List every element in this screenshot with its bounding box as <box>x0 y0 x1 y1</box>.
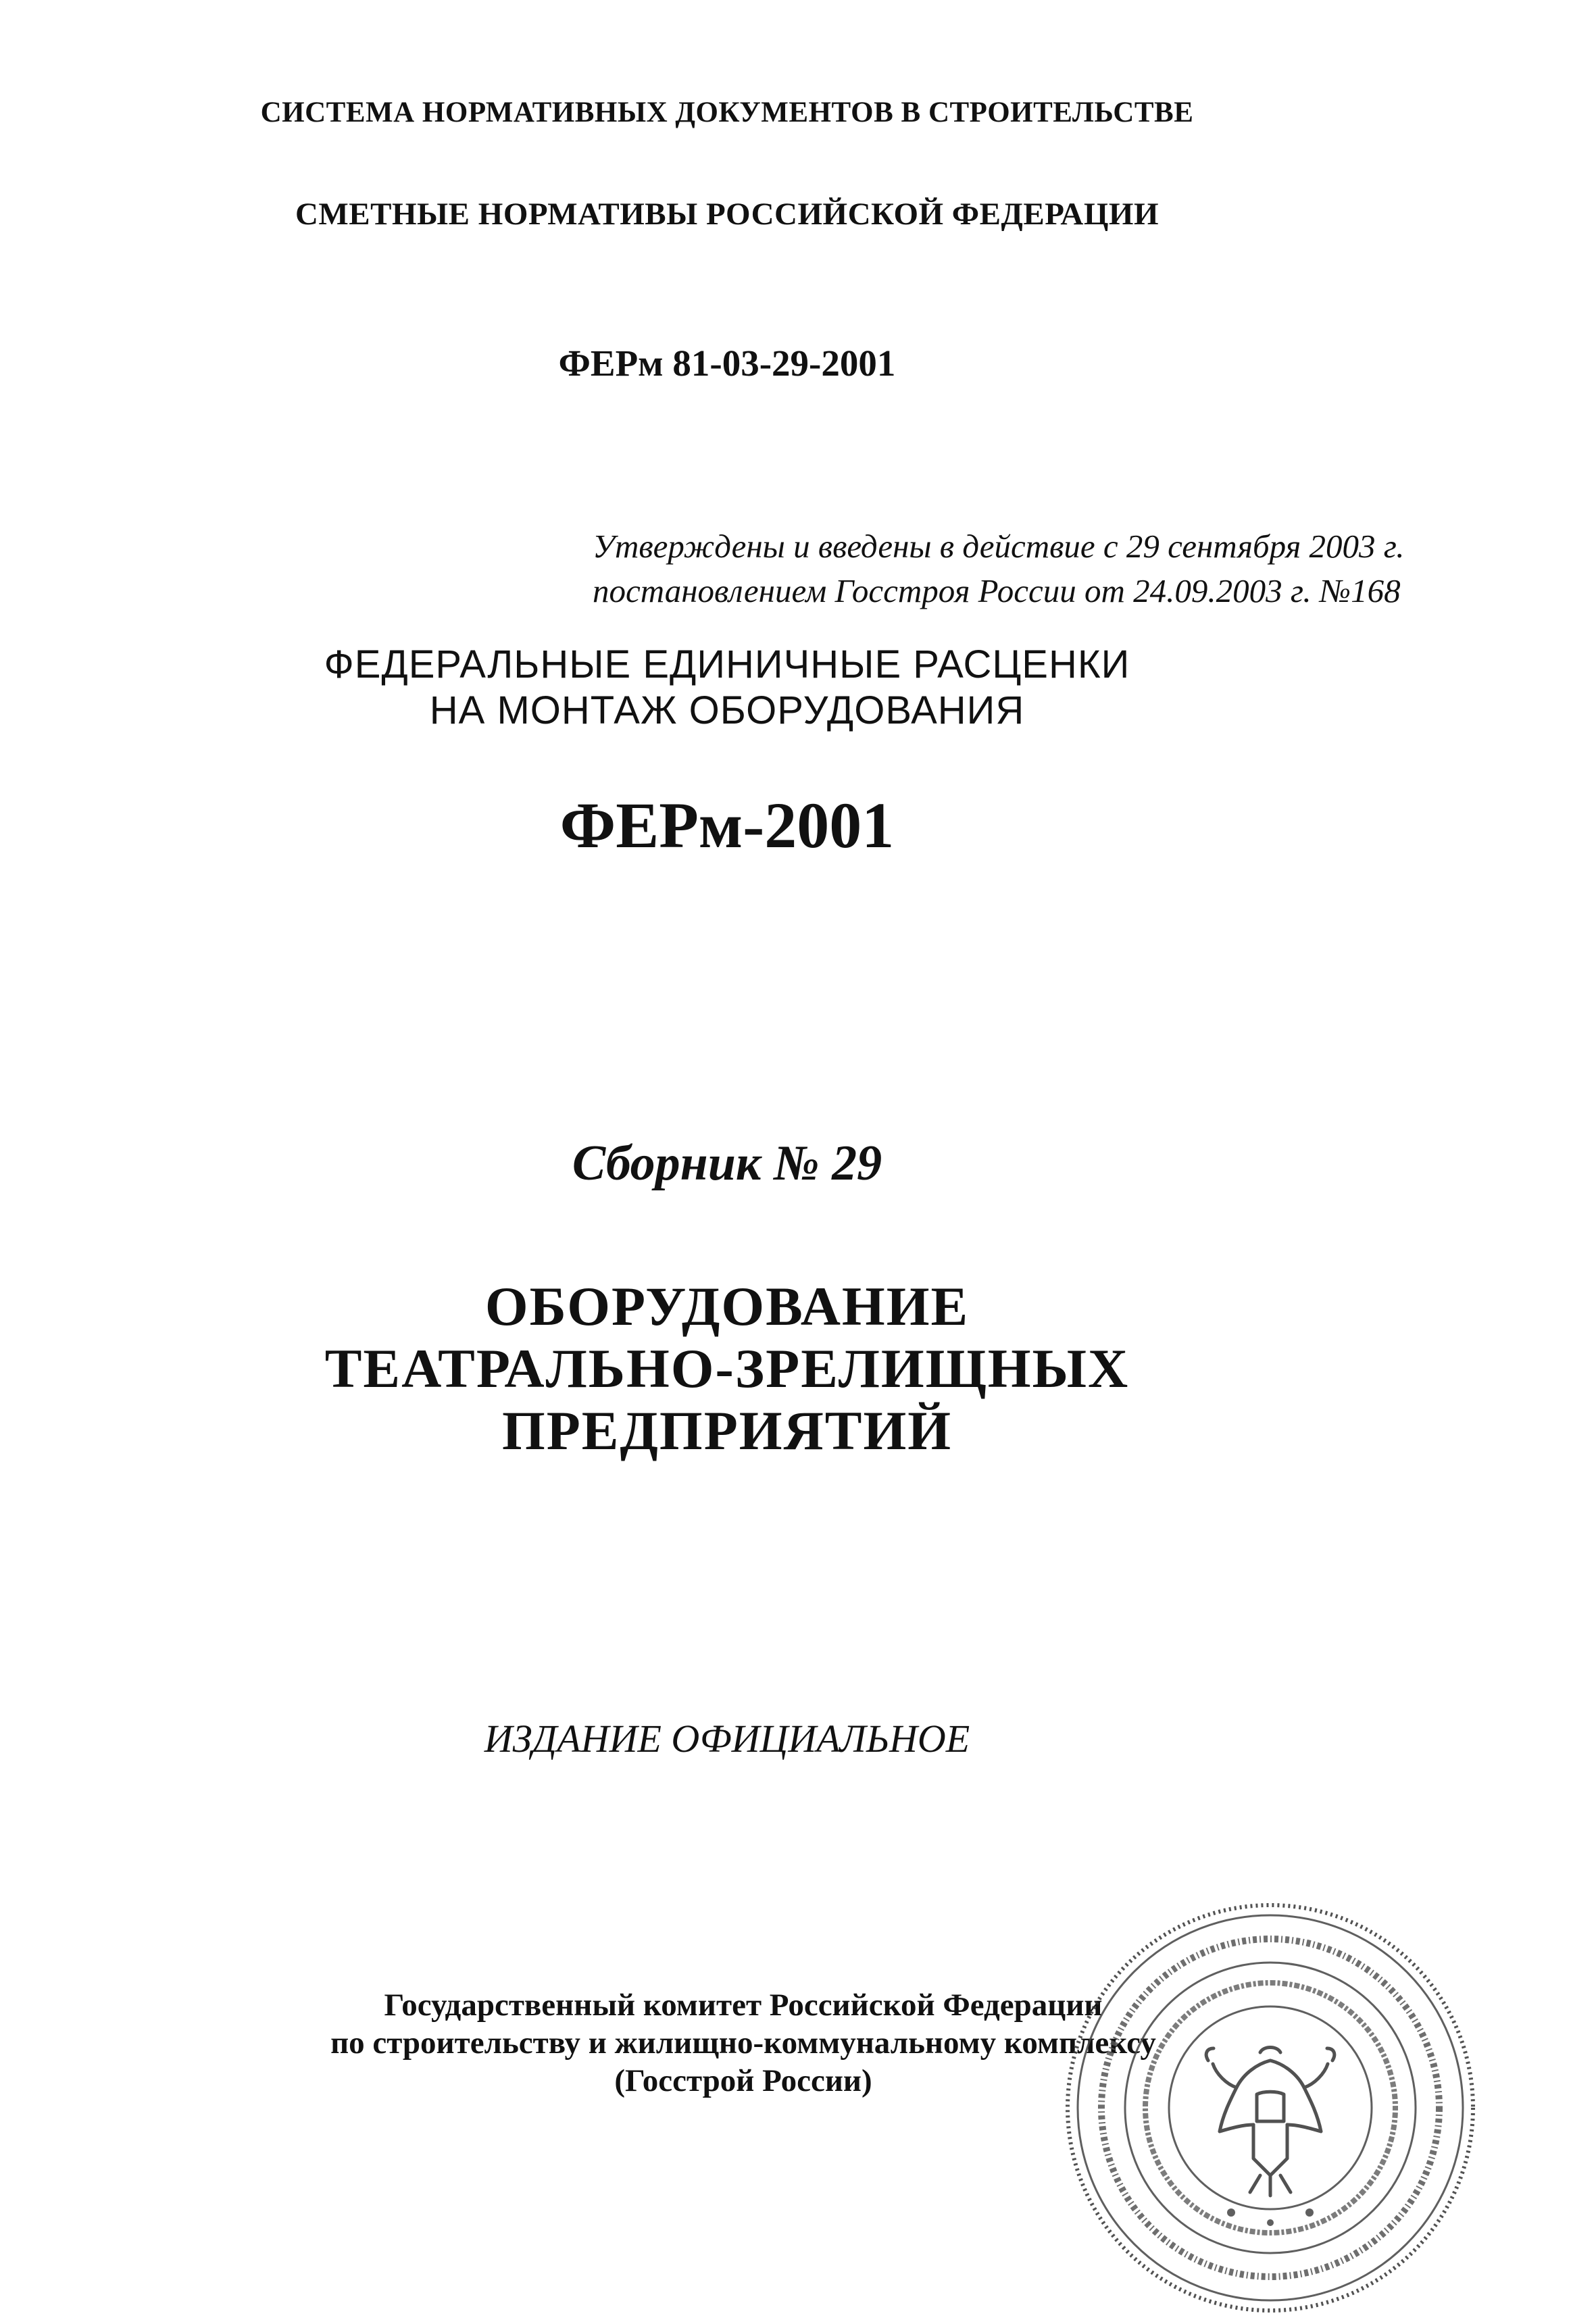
official-seal-icon <box>1054 1892 1487 2324</box>
collection-title-line-3: ПРЕДПРИЯТИЙ <box>501 1400 953 1461</box>
publisher-line-3: (Госстрой России) <box>614 2063 872 2098</box>
estimates-heading: СМЕТНЫЕ НОРМАТИВЫ РОССИЙСКОЙ ФЕДЕРАЦИИ <box>295 197 1159 232</box>
ferm-title: ФЕРм-2001 <box>559 789 895 861</box>
publisher-line-2: по строительству и жилищно-коммунальному комплексу <box>330 2025 1156 2061</box>
edition-label: ИЗДАНИЕ ОФИЦИАЛЬНОЕ <box>484 1717 970 1761</box>
federal-rates-title-line-2: НА МОНТАЖ ОБОРУДОВАНИЯ <box>429 688 1025 732</box>
federal-rates-title-line-1: ФЕДЕРАЛЬНЫЕ ЕДИНИЧНЫЕ РАСЦЕНКИ <box>324 642 1130 686</box>
approval-line-1: Утверждены и введены в действие с 29 сентября 2003 г. <box>593 528 1405 565</box>
publisher <box>330 1986 1156 2100</box>
collection-title <box>325 1275 1130 1462</box>
collection-title-line-1: ОБОРУДОВАНИЕ <box>484 1275 970 1337</box>
approval-line-2: постановлением Госстроя России от 24.09.2003 г. №168 <box>593 572 1401 609</box>
publisher-line-1: Государственный комитет Российской Федерации <box>384 1988 1103 2023</box>
document-code: ФЕРм 81-03-29-2001 <box>558 343 896 384</box>
series-heading: СИСТЕМА НОРМАТИВНЫХ ДОКУМЕНТОВ В СТРОИТЕЛЬСТВЕ <box>260 97 1194 128</box>
collection-title-line-2: ТЕАТРАЛЬНО-ЗРЕЛИЩНЫХ <box>324 1338 1130 1399</box>
collection-number: Сборник № 29 <box>572 1136 882 1191</box>
approval-note <box>593 524 1405 613</box>
federal-rates-title <box>324 642 1130 734</box>
